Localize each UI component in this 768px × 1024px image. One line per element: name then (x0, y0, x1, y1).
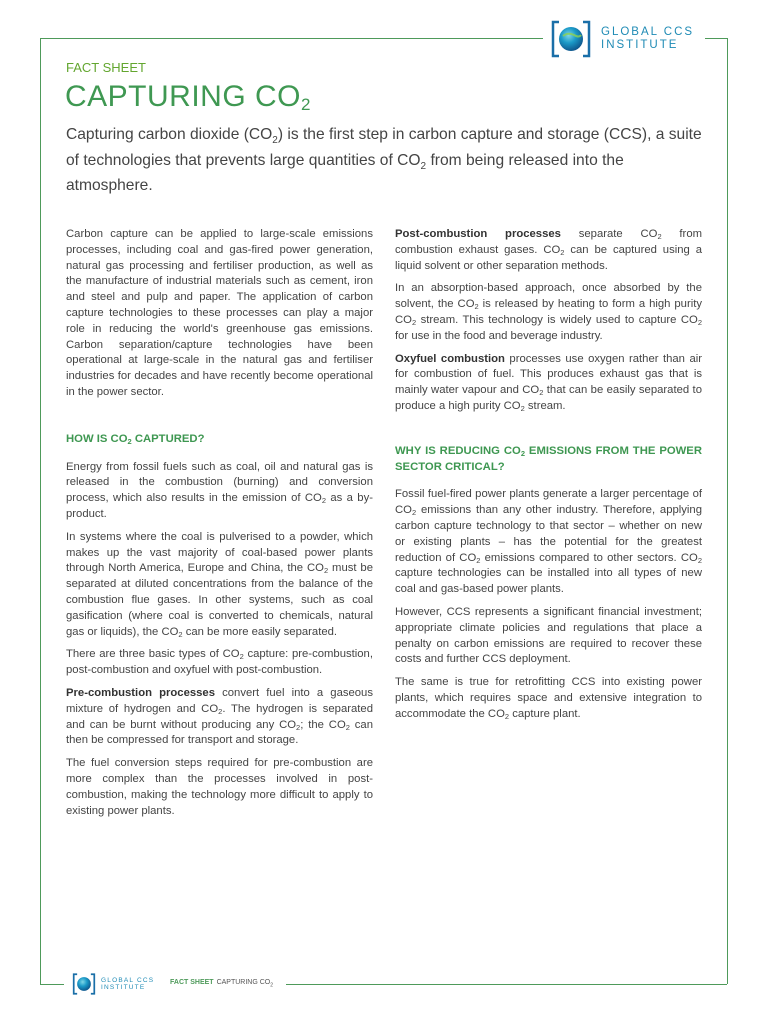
right-column (395, 227, 702, 730)
frame-line (286, 984, 727, 985)
globe-logo-icon (550, 20, 592, 58)
left-column (66, 227, 373, 826)
global-ccs-logo[interactable] (550, 20, 694, 58)
body-paragraph: Fossil fuel-fired power plants generate a larger percentage of $CO_2$ emissions than any other industry. Therefore, applying carbon capture technology to that sector – whether on new or existing plants – has the potential for the greatest reduction of $CO_2$ emissions compared to other sectors. $CO_2$ capture technologies can be installed into all types of new coal and gas-based power plants. (395, 488, 702, 596)
body-paragraph: The fuel conversion steps required for pre-combustion are more complex than the processes involved in post-combustion, making the technology more difficult to apply to existing power plants. (66, 757, 373, 817)
body-paragraph: The same is true for retrofitting CCS into existing power plants, which requires space and extensive integration to accommodate the $CO_2$ capture plant. (395, 676, 702, 721)
body-paragraph: Carbon capture can be applied to large-scale emissions processes, including coal and gas-fired power generation, natural gas processing and fertiliser production, as well as the manufacture of industrial materials such as cement, iron and steel and pulp and paper. The application of carbon capture technologies to these processes can play a major role in reducing the world's greenhouse gas emissions. Carbon separation/capture technologies have been operational at large-scale in the natural gas and fertiliser industries for decades and have recently become operational in the power sector. (66, 228, 373, 398)
body-paragraph: In systems where the coal is pulverised to a powder, which makes up the vast majority of coal-based power plants through North America, Europe and China, the $CO_2$ must be separated at diluted concentrations from the balance of the combustion flue gases. In other systems, such as coal gasification (where coal is converted to chemicals, natural gas or liquids), the $CO_2$ can be more easily separated. (66, 530, 374, 639)
footer-title: FACT SHEET CAPTURING $CO_2$ (170, 979, 274, 989)
frame-line (40, 984, 64, 985)
footer-logo[interactable] (72, 973, 154, 995)
body-paragraph: Post-combustion processes separate $CO_2$ from combustion exhaust gases. $CO_2$ can be captured using a liquid solvent or other separation methods. (395, 228, 703, 272)
frame-line (40, 38, 543, 39)
page-title: CAPTURING $CO_2$ (65, 80, 311, 114)
globe-logo-icon (72, 973, 96, 995)
logo-line-1: GLOBAL CCS (101, 976, 155, 984)
frame-line (705, 38, 727, 39)
fact-sheet-label: FACT SHEET (66, 60, 146, 75)
body-paragraph: Oxyfuel combustion processes use oxygen rather than air for combustion of fuel. This produces exhaust gas that is mainly water vapour and $CO_2$ that can be easily separated to produce a high purity $CO_2$ stream. (395, 352, 702, 413)
section-heading: WHY IS REDUCING $CO_2$ EMISSIONS FROM THE POWER SECTOR CRITICAL? (395, 444, 702, 473)
logo-line-2: INSTITUTE (101, 984, 146, 991)
frame-line (727, 38, 728, 984)
section-heading: HOW IS $CO_2$ CAPTURED? (66, 432, 205, 446)
lead-paragraph: Capturing carbon dioxide $(CO_2)$ is the first step in carbon capture and storage (CCS), a suite of technologies that prevents large quantities of $CO_2$ from being released into the atmosphere. (66, 126, 702, 195)
body-paragraph: Energy from fossil fuels such as coal, oil and natural gas is released in the combustion (burning) and conversion process, which also results in the emission of $CO_2$ as a by-product. (66, 460, 374, 520)
body-paragraph: However, CCS represents a significant financial investment; appropriate climate policies and regulations that place a penalty on carbon emissions are required to recover these costs and further CCS deployment. (395, 605, 702, 666)
body-paragraph: In an absorption-based approach, once absorbed by the solvent, the $CO_2$ is released by heating to form a high purity $CO_2$ stream. This technology is widely used to capture $CO_2$ for use in the food and beverage industry. (395, 282, 703, 342)
logo-line-1: GLOBAL CCS (601, 25, 695, 38)
body-paragraph: There are three basic types of $CO_2$ capture: pre-combustion, post-combustion and oxyfuel with post-combustion. (66, 648, 373, 677)
frame-line (40, 38, 41, 984)
logo-line-2: INSTITUTE (601, 39, 679, 51)
body-paragraph: Pre-combustion processes convert fuel into a gaseous mixture of hydrogen and $CO_2$. The hydrogen is separated and can be burnt without producing any $CO_2$; the $CO_2$ can then be compressed for transport and storage. (66, 686, 373, 747)
